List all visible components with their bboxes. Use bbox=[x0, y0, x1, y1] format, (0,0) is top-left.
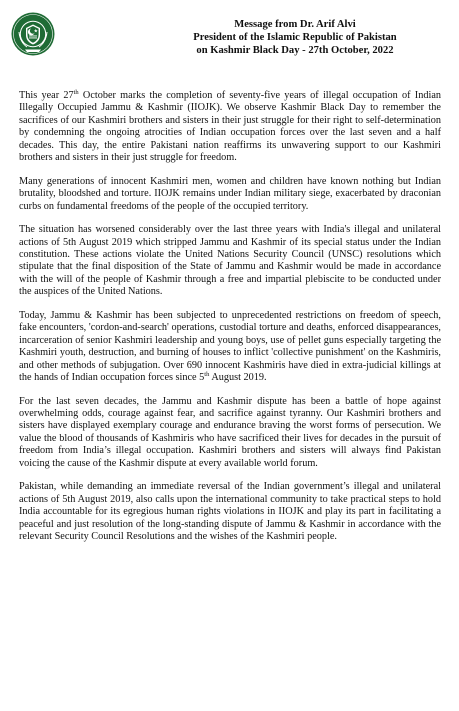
paragraph-4-text-a: Today, Jammu & Kashmir has been subjected to unprecedented restrictions on freedom of speech, fake encounters, 'cordon-and-search' operations, custodial torture and deaths, enforced disappearances, incarceration of senior Kashmiri leadership and young boys, use of pellet guns especially targeting the Kashmiri youth, destruction, and burning of houses to inflict 'collective punishment' on the Kashmiris, and other methods of subjugation. Over 690 innocent Kashmiris have died in extra-judicial killings at the hands of Indian occupation forces since 5 bbox=[19, 309, 441, 384]
seal-graphic bbox=[11, 12, 55, 56]
paragraph-1-text-b: October marks the completion of seventy-five years of illegal occupation of Indian Illegally Occupied Jammu & Kashmir (IIOJK). We observe Kashmir Black Day to remember the sacrifices of our Kashmiri brothers and sisters in their just struggle for their right to self-determination by condemning the ongoing atrocities of Indian occupation forces over the last seven and a half decades. This day, the entire Pakistani nation reaffirms its unwavering support to our Kashmiri brothers and sisters in their just struggle for freedom. bbox=[19, 90, 441, 164]
ordinal-suffix: th bbox=[73, 89, 79, 96]
paragraph-5: For the last seven decades, the Jammu and Kashmir dispute has been a battle of hope against overwhelming odds, courage against fear, and sacrifice against tyranny. Our Kashmiri brothers and sisters have displayed exemplary courage and endurance braving the worst forms of persecution. We value the blood of thousands of Kashmiris who have sacrificed their lives for decades in the pursuit of freedom from India’s illegal occupation. Kashmiri brothers and sisters will always find Pakistan voicing the cause of the Kashmir dispute at every available world forum. bbox=[19, 395, 441, 469]
paragraph-3: The situation has worsened considerably over the last three years with India's illegal and unilateral actions of 5th August 2019 which stripped Jammu and Kashmir of its special status under the Indian constitution. These actions violate the United Nations Security Council (UNSC) resolutions which stipulate that the final disposition of the State of Jammu and Kashmir would be made in accordance with the will of the people of Kashmir through a free and impartial plebiscite to be conducted under the auspices of the United Nations. bbox=[19, 224, 441, 298]
presidential-seal-icon bbox=[11, 12, 55, 56]
header-subtitle: President of the Islamic Republic of Pakistan bbox=[193, 32, 397, 43]
message-header bbox=[150, 18, 440, 57]
message-body bbox=[19, 90, 441, 555]
paragraph-1-text-a: This year 27 bbox=[19, 90, 74, 101]
header-occasion: on Kashmir Black Day - 27th October, 2022 bbox=[196, 45, 394, 56]
header-title: Message from Dr. Arif Alvi bbox=[234, 19, 356, 30]
ordinal-suffix: th bbox=[204, 371, 210, 379]
paragraph-1 bbox=[19, 90, 441, 165]
paragraph-4 bbox=[19, 310, 441, 385]
paragraph-6: Pakistan, while demanding an immediate reversal of the Indian government’s illegal and unilateral actions of 5th August 2019, also calls upon the international community to take practical steps to hold India accountable for its egregious human rights violations in IIOJK and play its part in facilitating a peaceful and just resolution of the long-standing dispute of Jammu & Kashmir in accordance with the relevant Security Council Resolutions and the wishes of the Kashmiri people. bbox=[19, 481, 441, 543]
paragraph-2: Many generations of innocent Kashmiri men, women and children have known nothing but Indian brutality, bloodshed and torture. IIOJK remains under Indian military siege, exacerbated by draconian curbs on fundamental freedoms of the people of the occupied territory. bbox=[19, 175, 441, 212]
paragraph-4-text-b: August 2019. bbox=[209, 372, 267, 384]
